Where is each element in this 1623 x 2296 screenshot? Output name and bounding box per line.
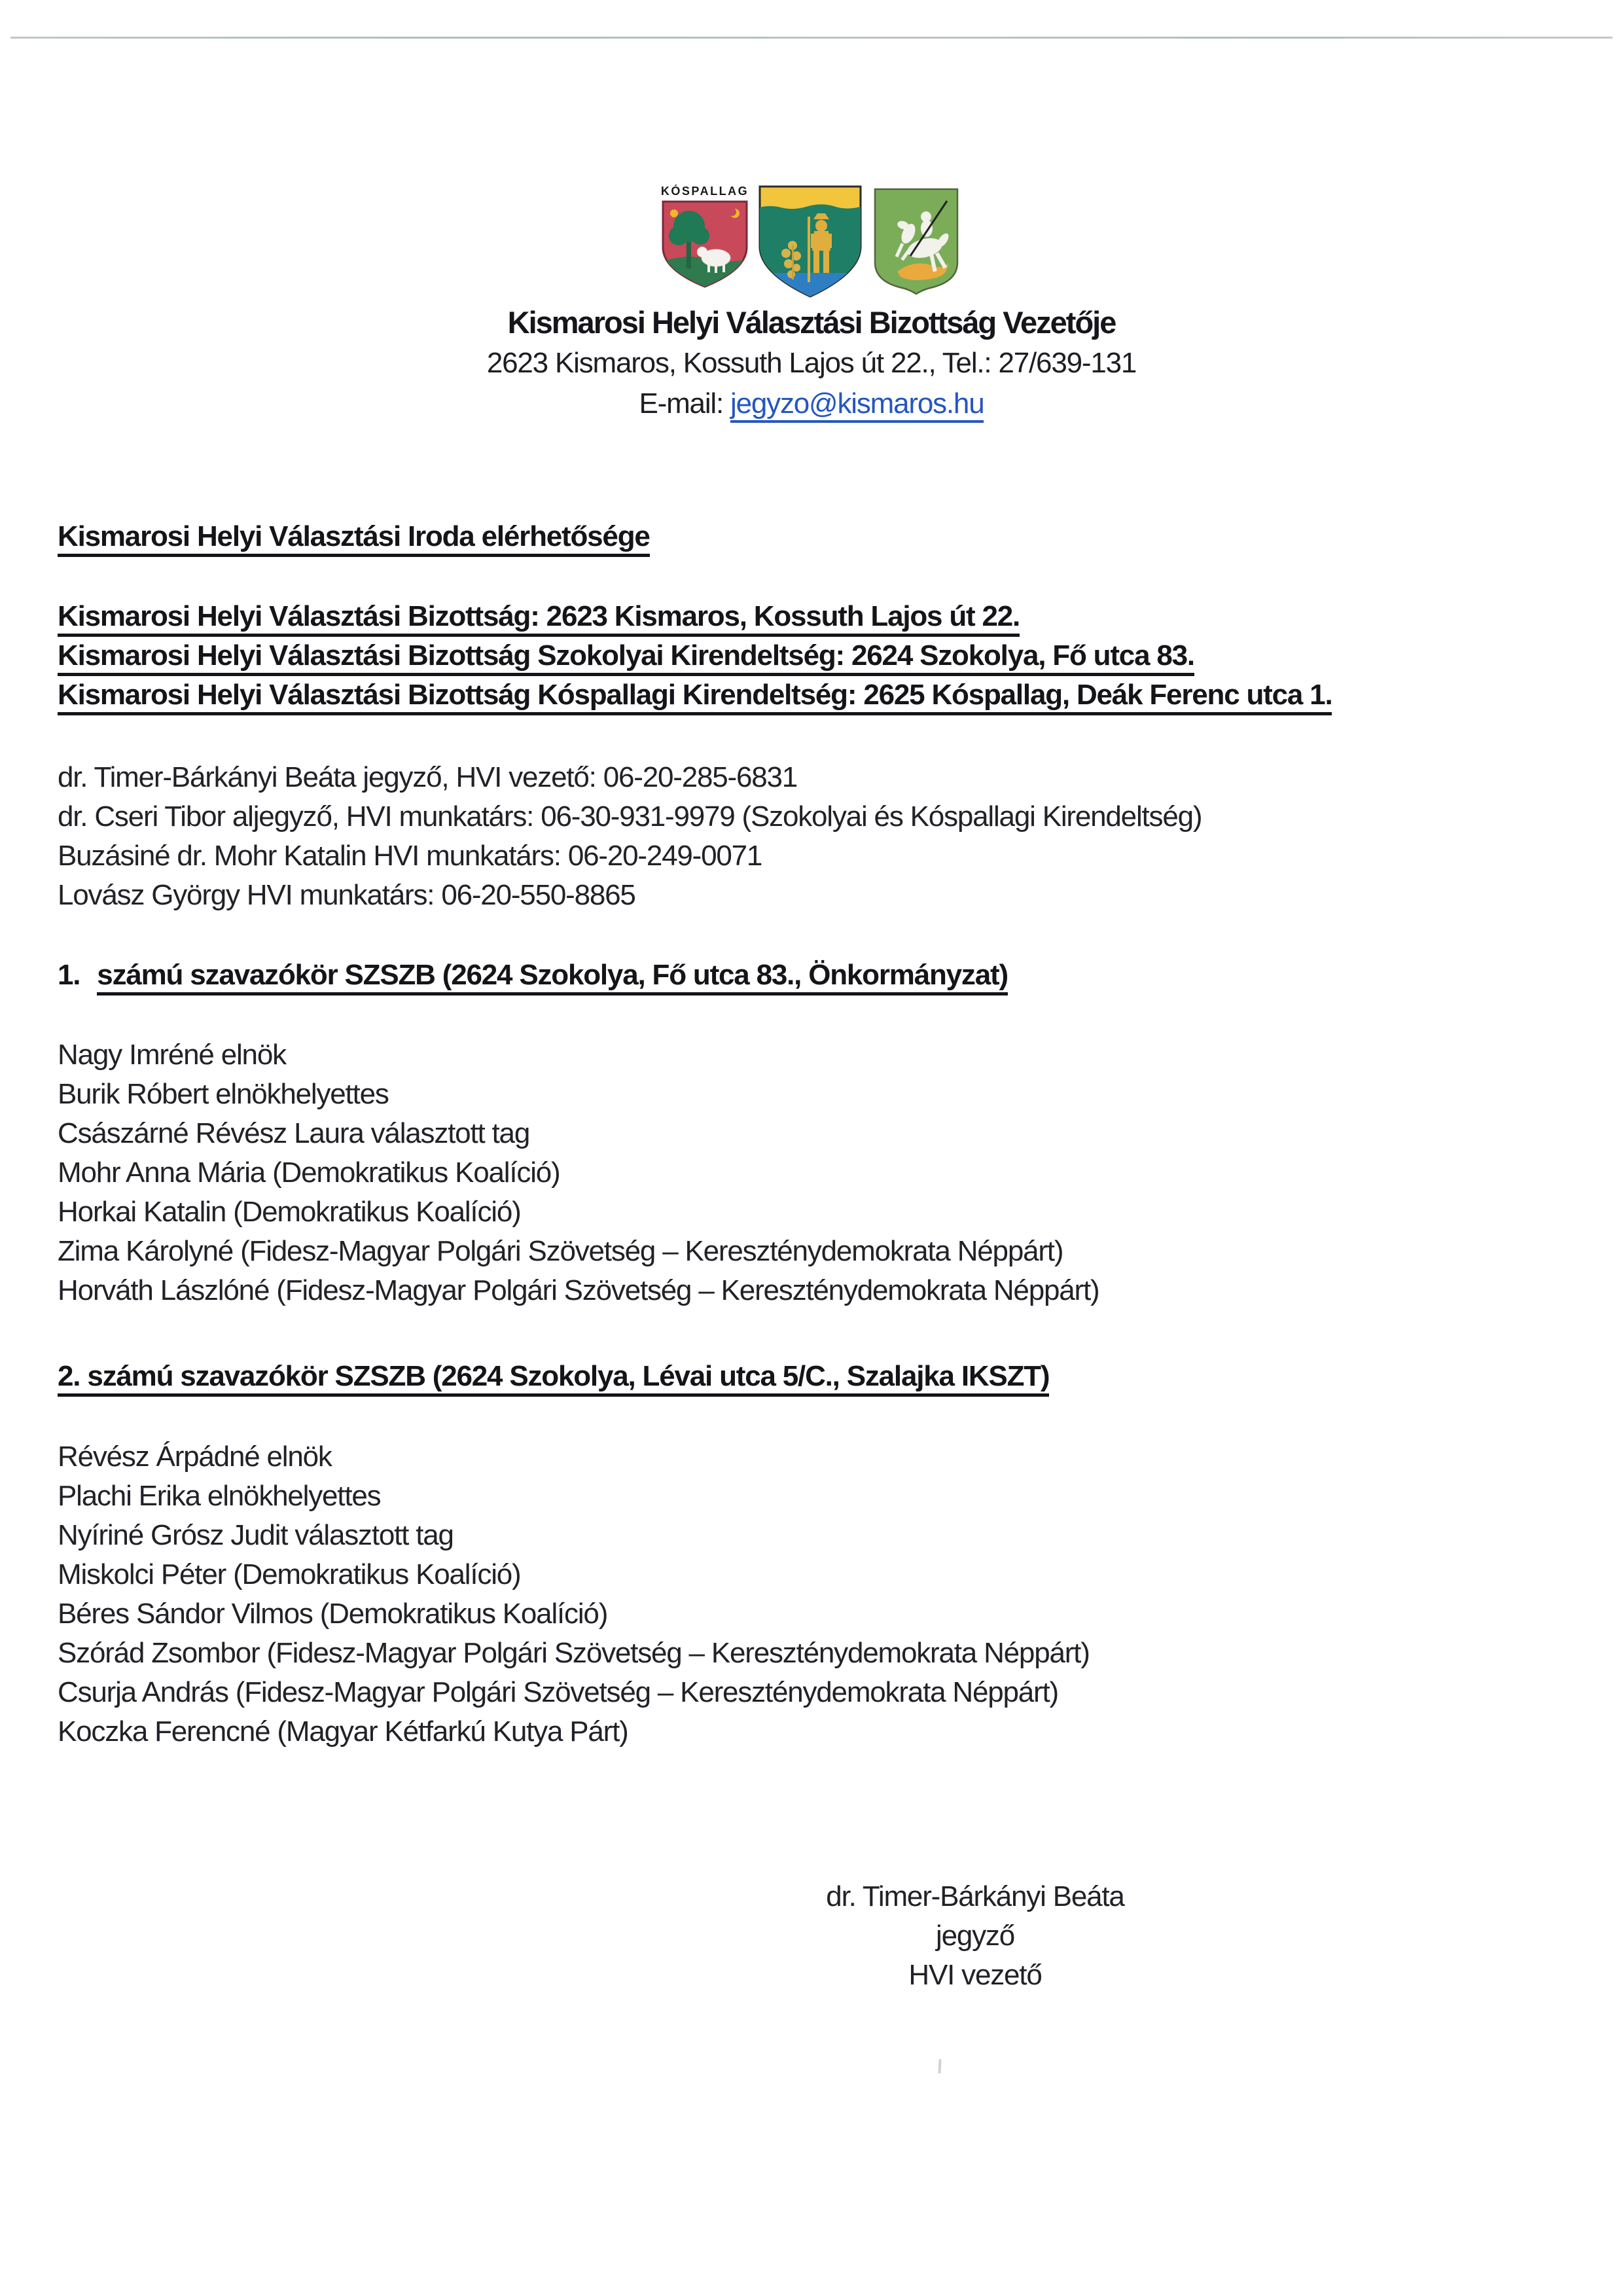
member-line: Révész Árpádné elnök xyxy=(58,1441,332,1473)
member-line: Szórád Zsombor (Fidesz-Magyar Polgári Szövetség – Kereszténydemokrata Néppárt) xyxy=(58,1637,1090,1669)
member-line: Burik Róbert elnökhelyettes xyxy=(58,1078,389,1110)
office-heading: Kismarosi Helyi Választási Iroda elérhetősége xyxy=(58,517,650,556)
member-line: Mohr Anna Mária (Demokratikus Koalíció) xyxy=(58,1157,560,1189)
member-line: Plachi Erika elnökhelyettes xyxy=(58,1480,381,1512)
contact-line: dr. Cseri Tibor aljegyző, HVI munkatárs: 06-30-931-9979 (Szokolyai és Kóspallagi Kirendeltség) xyxy=(58,800,1202,833)
location-line: Kismarosi Helyi Választási Bizottság Szokolyai Kirendeltség: 2624 Szokolya, Fő utca 83. xyxy=(58,636,1332,675)
signature-block xyxy=(681,1877,1270,1995)
signature-role2: HVI vezető xyxy=(908,1959,1042,1991)
kospallag-caption: KÓSPALLAG xyxy=(660,185,749,198)
precinct1-number: 1. xyxy=(58,959,80,991)
signature-name: dr. Timer-Bárkányi Beáta xyxy=(826,1880,1124,1912)
email-label: E-mail: xyxy=(639,387,723,420)
contact-line: Buzásiné dr. Mohr Katalin HVI munkatárs: 06-20-249-0071 xyxy=(58,840,762,872)
location-line: Kismarosi Helyi Választási Bizottság: 2623 Kismaros, Kossuth Lajos út 22. xyxy=(58,597,1332,636)
scan-artifact xyxy=(938,2059,941,2073)
signature-role: jegyző xyxy=(936,1920,1014,1952)
szokolya-arms-icon xyxy=(756,183,865,300)
member-line: Koczka Ferencné (Magyar Kétfarkú Kutya Párt) xyxy=(58,1715,628,1748)
email-link[interactable]: jegyzo@kismaros.hu xyxy=(730,387,984,423)
contact-line: Lovász György HVI munkatárs: 06-20-550-8865 xyxy=(58,879,635,911)
member-line: Miskolci Péter (Demokratikus Koalíció) xyxy=(58,1558,521,1590)
precinct2-title: 2. számú szavazókör SZSZB (2624 Szokolya, Lévai utca 5/C., Szalajka IKSZT) xyxy=(58,1360,1049,1397)
committee-locations xyxy=(58,597,1332,715)
precinct1-title: számú szavazókör SZSZB (2624 Szokolya, Fő utca 83., Önkormányzat) xyxy=(97,959,1008,996)
kospallag-arms-icon xyxy=(658,185,751,300)
letterhead xyxy=(0,302,1623,424)
member-line: Nyíriné Grósz Judit választott tag xyxy=(58,1519,454,1551)
member-line: Horváth Lászlóné (Fidesz-Magyar Polgári Szövetség – Kereszténydemokrata Néppárt) xyxy=(58,1274,1099,1306)
precinct1-heading xyxy=(58,956,1008,995)
location-line: Kismarosi Helyi Választási Bizottság Kóspallagi Kirendeltség: 2625 Kóspallag, Deák Ferenc utca 1. xyxy=(58,675,1332,715)
letterhead-address: 2623 Kismaros, Kossuth Lajos út 22., Tel.: 27/639-131 xyxy=(486,347,1137,379)
hvi-contacts xyxy=(58,758,1202,915)
member-line: Zima Károlyné (Fidesz-Magyar Polgári Szövetség – Kereszténydemokrata Néppárt) xyxy=(58,1235,1063,1267)
precinct2-heading xyxy=(58,1357,1049,1396)
member-line: Nagy Imréné elnök xyxy=(58,1039,286,1071)
scan-top-rule xyxy=(10,37,1613,39)
member-line: Béres Sándor Vilmos (Demokratikus Koalíció) xyxy=(58,1598,608,1630)
letterhead-email-line xyxy=(0,384,1623,424)
member-line: Császárné Révész Laura választott tag xyxy=(58,1117,530,1149)
member-line: Csurja András (Fidesz-Magyar Polgári Szövetség – Kereszténydemokrata Néppárt) xyxy=(58,1676,1058,1708)
letterhead-title: Kismarosi Helyi Választási Bizottság Vezetője xyxy=(507,305,1116,340)
member-line: Horkai Katalin (Demokratikus Koalíció) xyxy=(58,1196,521,1228)
precinct1-members xyxy=(58,1035,1099,1310)
precinct2-members xyxy=(58,1437,1090,1751)
kismaros-arms-icon xyxy=(871,185,961,296)
contact-line: dr. Timer-Bárkányi Beáta jegyző, HVI vezető: 06-20-285-6831 xyxy=(58,761,798,793)
